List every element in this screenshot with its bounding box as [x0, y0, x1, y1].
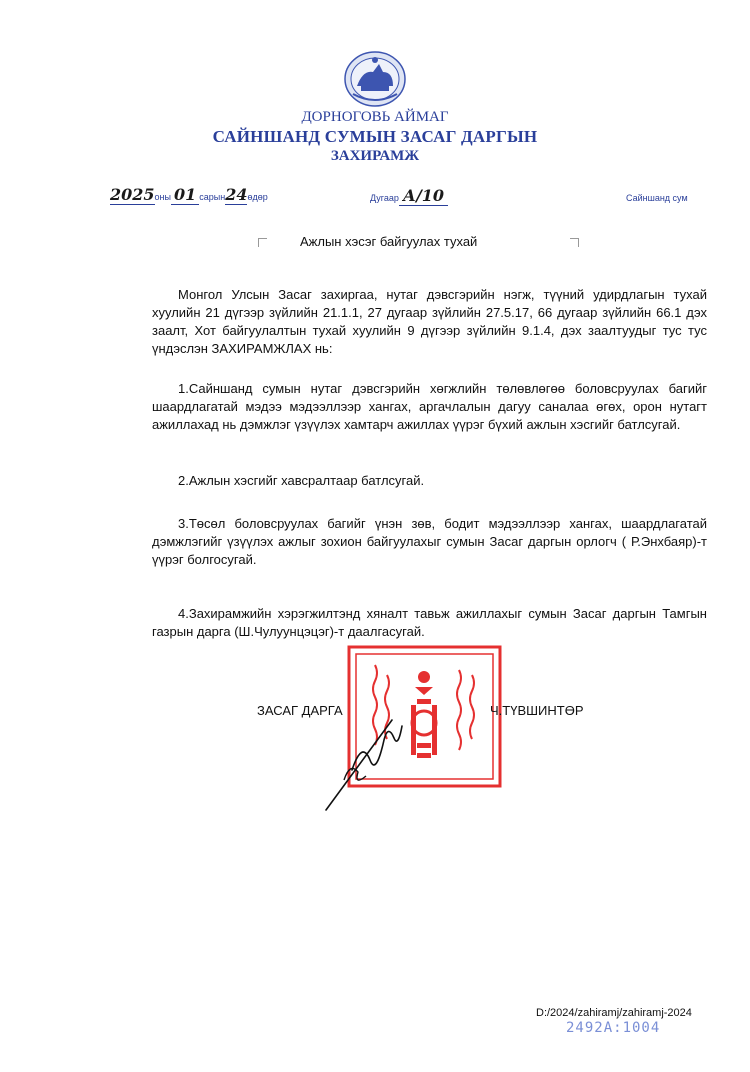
item-4: 4.Захирамжийн хэрэгжилтэнд хяналт тавьж ажиллахыг сумын Засаг даргын Тамгын газрын дарга (Ш.Чулуунцэцэг)-т даалгасугай. — [152, 606, 707, 639]
header-doc-type: ЗАХИРАМЖ — [330, 148, 420, 164]
coat-of-arms-emblem — [343, 50, 407, 113]
subject-corner-left — [258, 238, 267, 247]
number-label: Дугаар — [370, 193, 399, 203]
signature-position: ЗАСАГ ДАРГА — [257, 703, 343, 718]
number-value: А/10 — [399, 186, 448, 206]
subject-corner-right — [570, 238, 579, 247]
registration-stamp-code: 2492А:1004 — [566, 1020, 661, 1036]
date-day-suffix: өдөр — [247, 192, 268, 202]
date-year: 2025 — [110, 185, 155, 204]
date-year-suffix: оны — [154, 192, 171, 202]
date-month-suffix: сарын — [199, 192, 226, 202]
item-3: 3.Төсөл боловсруулах багийг үнэн зөв, бодит мэдээллээр хангах, шаардлагатай дэмжлэгийг үзүүлэх ажлыг зохион байгуулахыг сумын Засаг даргын орлогч ( Р.Энхбаяр)-т үүрэг болгосугай. — [152, 516, 707, 567]
intro-paragraph: Монгол Улсын Засаг захиргаа, нутаг дэвсгэрийн нэгж, түүний удирдлагын тухай хуулийн 21 дүгээр зүйлийн 21.1.1, 27 дугаар зүйлийн 27.5.17, 66 дугаар зүйлийн 66.1 дэх заалт, Хот байгуулалтын тухай хуулийн 9 дүгээр зүйлийн 9.1.4, дэх заалтуудыг тус тус үндэслэн ЗАХИРАМЖЛАХ нь: — [152, 287, 707, 356]
date-day: 24 — [225, 185, 248, 204]
header-title: САЙНШАНД СУМЫН ЗАСАГ ДАРГЫН — [212, 127, 538, 146]
signature-name: Ч.ТҮВШИНТӨР — [490, 703, 584, 718]
document-number — [370, 186, 448, 206]
header-aimag: ДОРНОГОВЬ АЙМАГ — [301, 109, 449, 125]
date-month: 01 — [171, 185, 199, 205]
item-1: 1.Сайншанд сумын нутаг дэвсгэрийн хөгжлийн төлөвлөгөө боловсруулах багийг шаардлагатай мэдээ мэдээллээр хангах, аргачлалын дагуу саналаа өгөх, орон нутагт ажиллахад нь дэмжлэг үзүүлэх хамтарч ажиллах үүрэг бүхий ажлын хэсгийг батлсугай. — [152, 381, 707, 432]
date-line — [110, 185, 280, 205]
handwritten-signature — [322, 690, 422, 825]
place: Сайншанд сум — [626, 193, 688, 203]
file-path: D:/2024/zahiramj/zahiramj-2024 — [536, 1007, 692, 1019]
item-2: 2.Ажлын хэсгийг хавсралтаар батлсугай. — [178, 473, 425, 488]
subject: Ажлын хэсэг байгуулах тухай — [300, 234, 478, 249]
